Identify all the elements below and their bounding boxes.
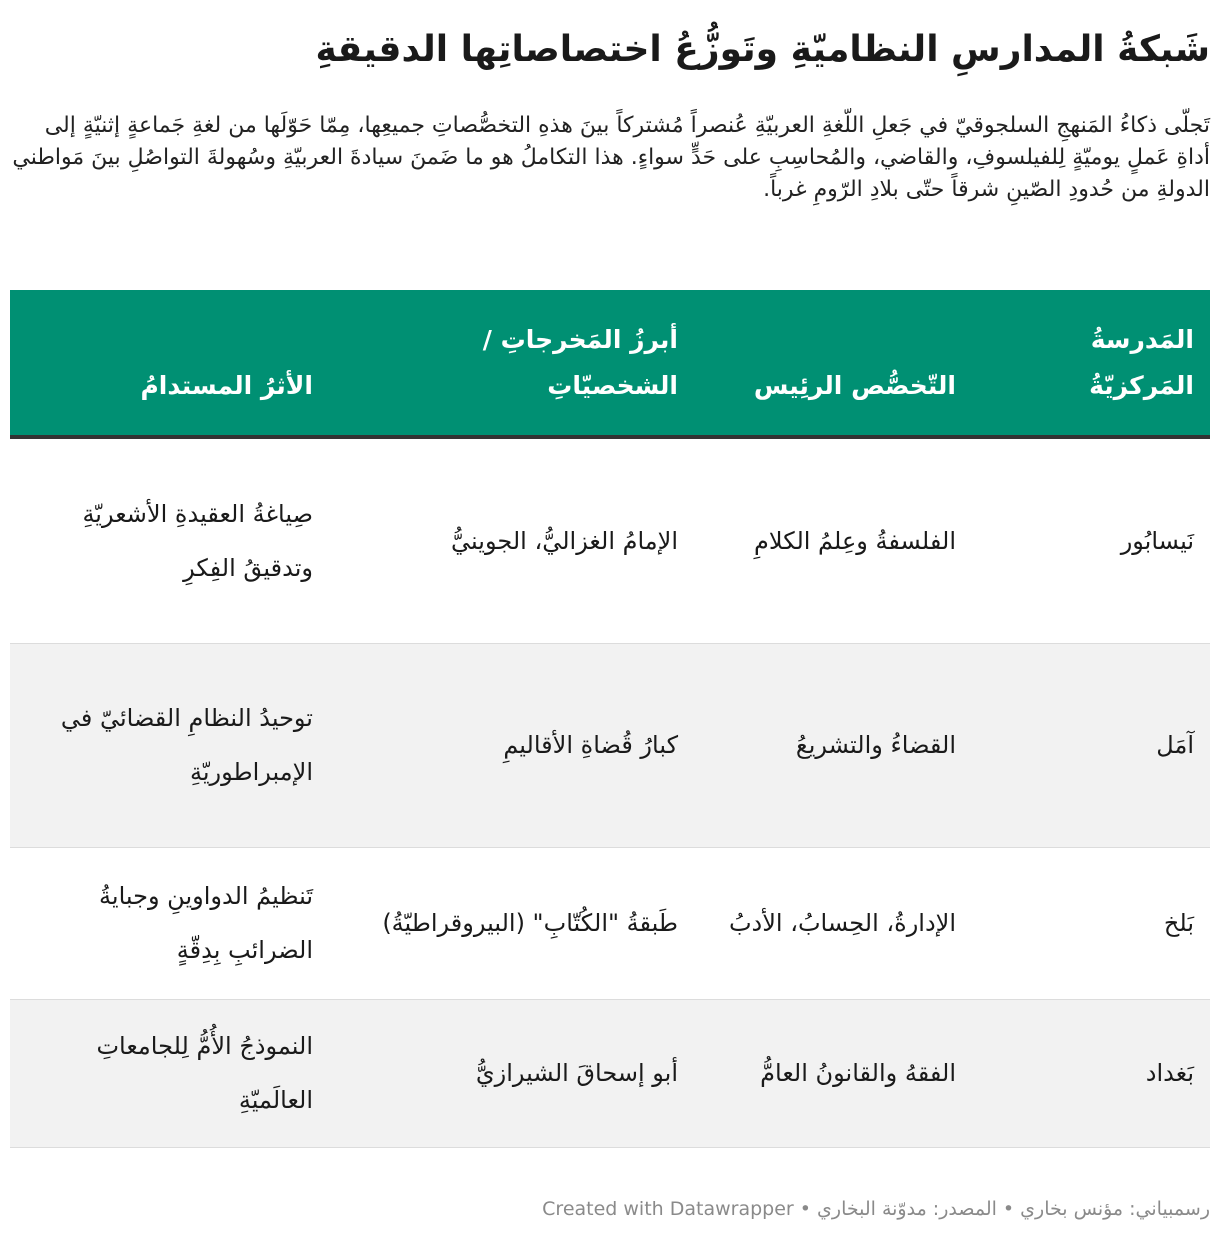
column-header-impact[interactable]: الأثرُ المستدامُ <box>10 290 329 437</box>
table-cell-specialty: الفقهُ والقانونُ العامُّ <box>694 999 972 1147</box>
chart-container <box>10 0 1210 1240</box>
table-header-row <box>10 290 1210 437</box>
table-cell-impact: توحيدُ النظامِ القضائيّ في الإمبراطوريّةِ <box>10 643 329 847</box>
column-header-school[interactable]: المَدرسةُ المَركزيّةُ <box>972 290 1210 437</box>
table-row <box>10 643 1210 847</box>
chart-footer: رسمبياني: مؤنس بخاري • المصدر: مدوّنة البخاري • Created with Datawrapper <box>542 1198 1210 1220</box>
table-cell-school: آمَل <box>972 643 1210 847</box>
table-cell-school: بَلخ <box>972 847 1210 999</box>
chart-title: شَبكةُ المدارسِ النظاميّةِ وتَوزُّعُ اختصاصاتِها الدقيقةِ <box>315 29 1210 70</box>
table-cell-impact: صِياغةُ العقيدةِ الأشعريّةِ وتدقيقُ الفِكرِ <box>10 437 329 643</box>
table-cell-specialty: القضاءُ والتشريعُ <box>694 643 972 847</box>
table-body <box>10 437 1210 1147</box>
table-cell-specialty: الفلسفةُ وعِلمُ الكلامِ <box>694 437 972 643</box>
column-header-specialty[interactable]: التّخصُّص الرئِيس <box>694 290 972 437</box>
table-cell-outputs: أبو إسحاقَ الشيرازيُّ <box>329 999 694 1147</box>
table-cell-specialty: الإدارةُ، الحِسابُ، الأدبُ <box>694 847 972 999</box>
table-cell-school: بَغداد <box>972 999 1210 1147</box>
table-header <box>10 290 1210 437</box>
table-cell-school: نَيسابُور <box>972 437 1210 643</box>
chart-description: تَجلّى ذكاءُ المَنهجِ السلجوقيّ في جَعلِ اللّغةِ العربيّةِ عُنصراً مُشتركاً بينَ هذهِ التخصُّصاتِ جميعِها، مِمّا حَوّلَها من لغةِ جَماعةٍ إثنيّةٍ إلى أداةِ عَملٍ يوميّةٍ لِلفيلسوفِ، والقاضي، والمُحاسِبِ على حَدٍّ سواءٍ. هذا التكاملُ هو ما ضَمنَ سيادةَ العربيّةِ وسُهولةَ التواصُلِ بينَ مَواطني الدولةِ من حُدودِ الصّينِ شرقاً حتّى بلادِ الرّومِ غرباً. <box>12 113 1210 202</box>
table-row <box>10 999 1210 1147</box>
data-table <box>10 290 1210 1148</box>
table-cell-impact: النموذجُ الأُمُّ لِلجامعاتِ العالَميّةِ <box>10 999 329 1147</box>
table-row <box>10 437 1210 643</box>
table-cell-impact: تَنظيمُ الدواوينِ وجبايةُ الضرائبِ بِدِقّةٍ <box>10 847 329 999</box>
table-cell-outputs: كبارُ قُضاةِ الأقاليمِ <box>329 643 694 847</box>
column-header-outputs[interactable]: أبرزُ المَخرجاتِ / الشخصيّاتِ <box>329 290 694 437</box>
table-row <box>10 847 1210 999</box>
table-cell-outputs: طَبقةُ "الكُتّابِ" (البيروقراطيّةُ) <box>329 847 694 999</box>
table-cell-outputs: الإمامُ الغزاليُّ، الجوينيُّ <box>329 437 694 643</box>
